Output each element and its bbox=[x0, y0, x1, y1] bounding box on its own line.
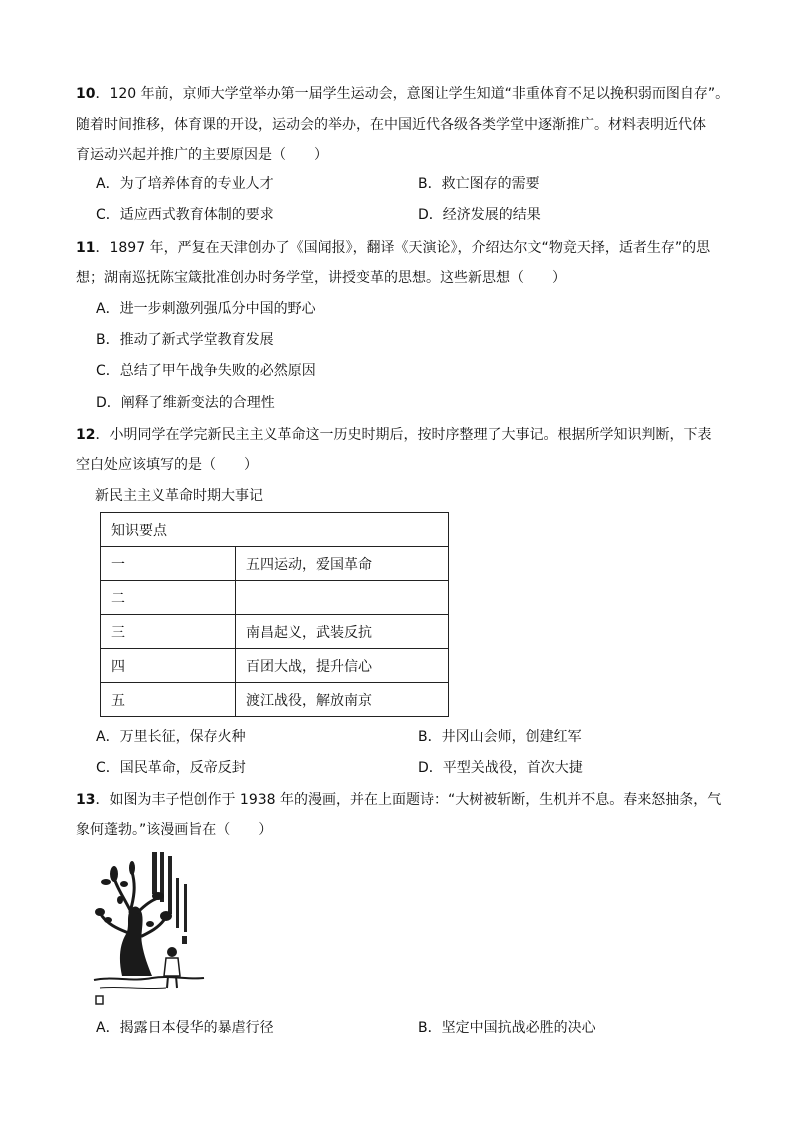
q11-line1 bbox=[76, 238, 710, 258]
q11-line2: 想；湖南巡抚陈宝箴批准创办时务学堂，讲授变革的思想。这些新思想（ ） bbox=[76, 270, 566, 286]
q12-line1 bbox=[76, 425, 711, 445]
q12-line2: 空白处应该填写的是（ ） bbox=[76, 457, 258, 473]
table-cell-value-blank bbox=[236, 581, 449, 615]
q11-option-d: D．阐释了维新变法的合理性 bbox=[96, 395, 275, 411]
table-row bbox=[101, 581, 449, 615]
table-row bbox=[101, 615, 449, 649]
q10-option-a: A．为了培养体育的专业人才 bbox=[96, 176, 274, 192]
table-cell-value: 渡江战役，解放南京 bbox=[236, 683, 449, 717]
q13-text-1: ．如图为丰子恺创作于 1938 年的漫画，并在上面题诗：“大树被斩断，生机并不息。春来怒抽条，气 bbox=[95, 792, 722, 808]
table-cell-value: 百团大战，提升信心 bbox=[236, 649, 449, 683]
q10-option-d: D．经济发展的结果 bbox=[418, 207, 541, 223]
table-cell-key: 二 bbox=[101, 581, 236, 615]
q10-number: 10 bbox=[76, 86, 96, 102]
q12-table-caption: 新民主主义革命时期大事记 bbox=[95, 488, 263, 504]
q11-text-1: ．1897 年，严复在天津创办了《国闻报》，翻译《天演论》，介绍达尔文“物竞天择，适者生存”的思 bbox=[95, 240, 711, 256]
table-row bbox=[101, 683, 449, 717]
table-cell-key: 三 bbox=[101, 615, 236, 649]
table-cell-key: 五 bbox=[101, 683, 236, 717]
q12-option-c: C．国民革命，反帝反封 bbox=[96, 760, 246, 776]
q13-option-a: A．揭露日本侵华的暴虐行径 bbox=[96, 1020, 274, 1036]
table-row bbox=[101, 547, 449, 581]
q10-option-b: B．救亡图存的需要 bbox=[418, 176, 540, 192]
q13-number: 13 bbox=[76, 792, 96, 808]
q11-number: 11 bbox=[76, 240, 96, 256]
table-cell-key: 四 bbox=[101, 649, 236, 683]
table-header-row bbox=[101, 513, 449, 547]
q11-option-b: B．推动了新式学堂教育发展 bbox=[96, 332, 274, 348]
q10-option-c: C．适应西式教育体制的要求 bbox=[96, 207, 274, 223]
q10-text-1: ．120 年前，京师大学堂举办第一届学生运动会，意图让学生知道“非重体育不足以挽积弱而图自存”。 bbox=[95, 86, 730, 102]
q12-option-d: D．平型关战役，首次大捷 bbox=[418, 760, 583, 776]
table-cell-key: 一 bbox=[101, 547, 236, 581]
q12-option-a: A．万里长征，保存火种 bbox=[96, 729, 246, 745]
q13-option-b: B．坚定中国抗战必胜的决心 bbox=[418, 1020, 596, 1036]
q10-line1 bbox=[76, 84, 729, 104]
q13-line2: 象何蓬勃。”该漫画旨在（ ） bbox=[76, 822, 273, 838]
q12-option-b: B．井冈山会师，创建红军 bbox=[418, 729, 582, 745]
table-row bbox=[101, 649, 449, 683]
table-header: 知识要点 bbox=[101, 513, 449, 547]
q10-line3: 育运动兴起并推广的主要原因是（ ） bbox=[76, 147, 328, 163]
q11-option-a: A．进一步刺激列强瓜分中国的野心 bbox=[96, 301, 316, 317]
q13-line1 bbox=[76, 790, 721, 810]
events-table bbox=[100, 512, 449, 717]
table-cell-value: 五四运动，爱国革命 bbox=[236, 547, 449, 581]
q12-text-1: ．小明同学在学完新民主主义革命这一历史时期后，按时序整理了大事记。根据所学知识判断，下表 bbox=[95, 427, 712, 443]
table-cell-value: 南昌起义，武装反抗 bbox=[236, 615, 449, 649]
cartoon-tree-illustration bbox=[92, 848, 208, 1008]
q11-option-c: C．总结了甲午战争失败的必然原因 bbox=[96, 363, 316, 379]
q12-number: 12 bbox=[76, 427, 96, 443]
q10-line2: 随着时间推移，体育课的开设，运动会的举办，在中国近代各级各类学堂中逐渐推广。材料表明近代体 bbox=[76, 117, 706, 133]
